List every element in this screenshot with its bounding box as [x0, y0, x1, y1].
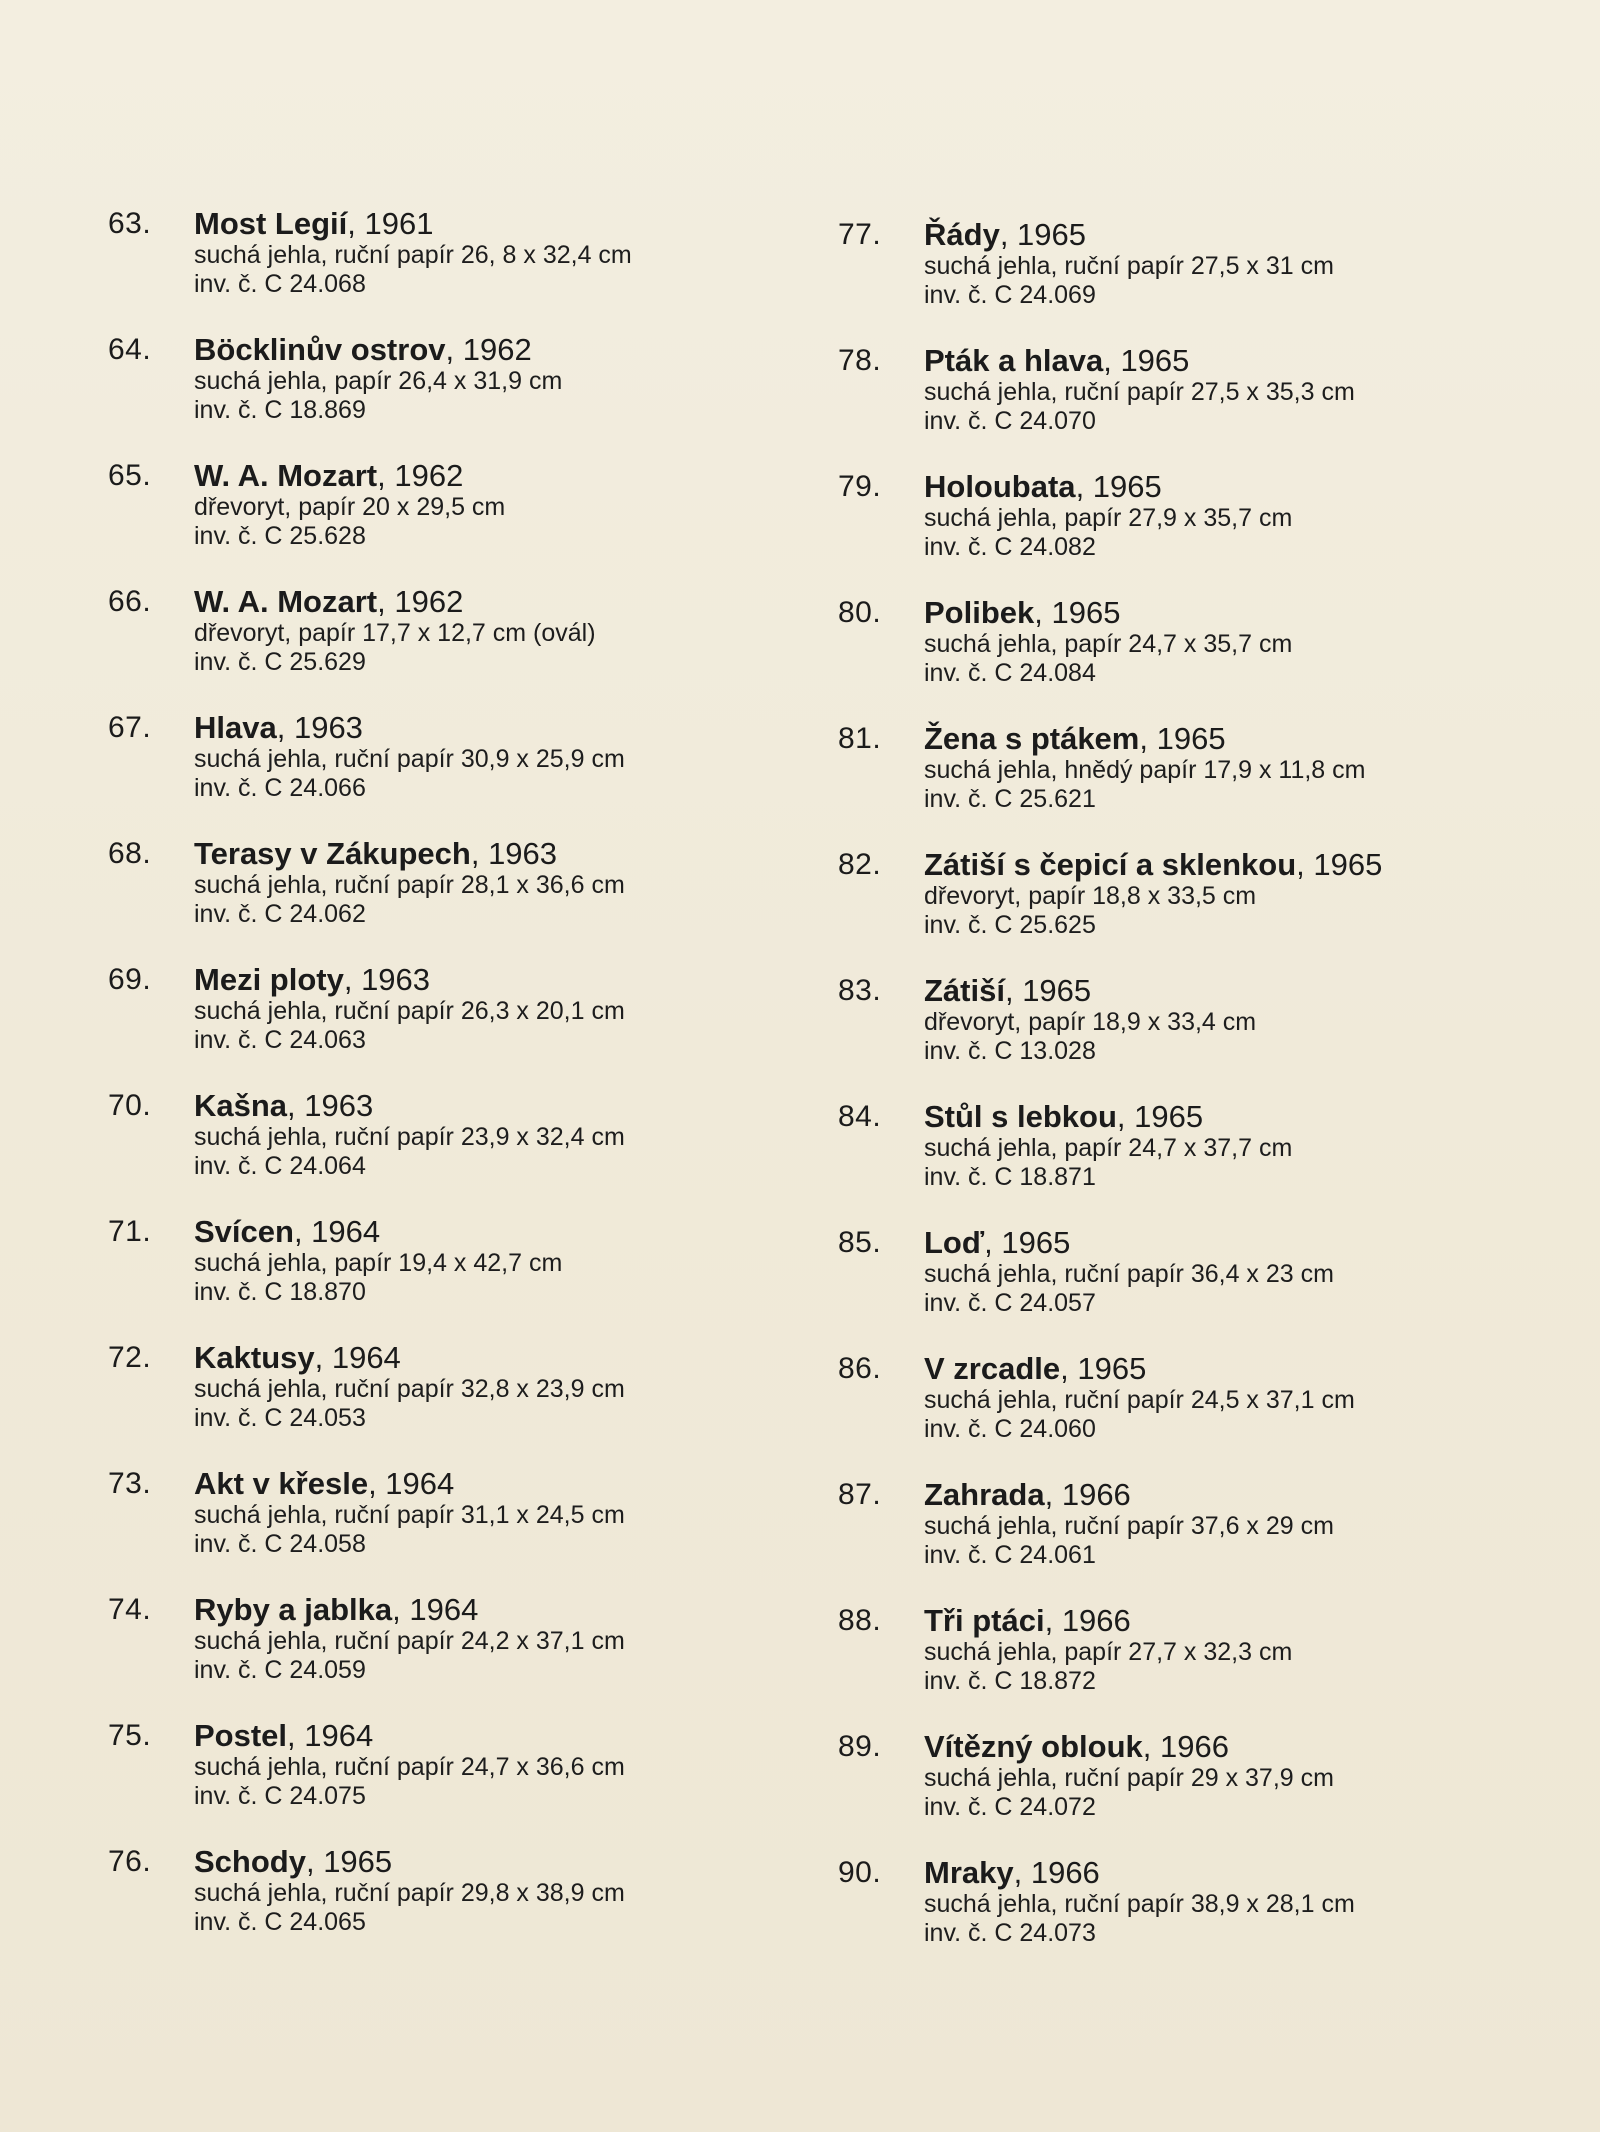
entry-number: 89.	[838, 1730, 882, 1763]
entry-title: Kašna	[194, 1088, 288, 1123]
entry-body	[194, 459, 754, 551]
entry-year: , 1963	[276, 710, 363, 745]
entry-title: Řády	[924, 217, 1000, 252]
entry-inventory-number: inv. č. C 13.028	[924, 1037, 1096, 1065]
entry-number: 80.	[838, 596, 882, 629]
entry-number: 77.	[838, 218, 882, 251]
entry-inventory-number: inv. č. C 24.082	[924, 533, 1096, 561]
entry-title: Vítězný oblouk	[924, 1729, 1143, 1764]
entry-body	[924, 1730, 1484, 1822]
entry-title: V zrcadle	[924, 1351, 1061, 1386]
entry-number: 64.	[108, 333, 152, 366]
entry-number: 72.	[108, 1341, 152, 1374]
entry-title: Mezi ploty	[194, 962, 344, 997]
entry-inventory-number: inv. č. C 25.628	[194, 522, 366, 550]
catalog-entry	[108, 1215, 748, 1325]
entry-title: Zátiší	[924, 973, 1005, 1008]
entry-title-line	[924, 1604, 1484, 1638]
entry-title-line	[194, 1719, 754, 1753]
entry-inventory-number: inv. č. C 24.062	[194, 900, 366, 928]
entry-title-line	[924, 1478, 1484, 1512]
entry-body	[194, 1089, 754, 1181]
entry-body	[924, 722, 1484, 814]
entry-inventory-number: inv. č. C 24.058	[194, 1530, 366, 1558]
entry-year: , 1965	[1296, 847, 1383, 882]
catalog-entry	[838, 470, 1478, 580]
entry-description: suchá jehla, papír 24,7 x 37,7 cm	[924, 1134, 1293, 1162]
entry-year: , 1963	[470, 836, 558, 871]
entry-number: 84.	[838, 1100, 882, 1133]
entry-inventory-number: inv. č. C 18.872	[924, 1667, 1096, 1695]
entry-year: , 1962	[377, 584, 464, 619]
entry-title: Žena s ptákem	[924, 721, 1140, 756]
entry-inventory-number: inv. č. C 24.084	[924, 659, 1096, 687]
entry-title: Most Legií	[194, 206, 348, 241]
catalog-entry	[108, 1467, 748, 1577]
entry-description: suchá jehla, ruční papír 29 x 37,9 cm	[924, 1764, 1334, 1792]
catalog-entry	[108, 1593, 748, 1703]
entry-description: dřevoryt, papír 18,8 x 33,5 cm	[924, 882, 1257, 910]
entry-title-line	[924, 1352, 1484, 1386]
entry-number: 88.	[838, 1604, 882, 1637]
entry-description: dřevoryt, papír 18,9 x 33,4 cm	[924, 1008, 1257, 1036]
entry-title: Kaktusy	[194, 1340, 315, 1375]
entry-inventory-number: inv. č. C 25.629	[194, 648, 366, 676]
entry-inventory-number: inv. č. C 24.065	[194, 1908, 366, 1936]
entry-body	[194, 1845, 754, 1937]
entry-title-line	[194, 711, 754, 745]
entry-title-line	[924, 848, 1484, 882]
entry-number: 66.	[108, 585, 152, 618]
entry-title-line	[194, 963, 754, 997]
entry-title: Mraky	[924, 1855, 1014, 1890]
entry-number: 65.	[108, 459, 152, 492]
entry-title-line	[194, 585, 754, 619]
entry-year: , 1965	[1116, 1099, 1204, 1134]
entry-description: suchá jehla, ruční papír 27,5 x 31 cm	[924, 252, 1334, 280]
entry-year: , 1965	[1103, 343, 1190, 378]
entry-title: Stůl s lebkou	[924, 1099, 1117, 1134]
entry-description: suchá jehla, ruční papír 29,8 x 38,9 cm	[194, 1879, 625, 1907]
entry-inventory-number: inv. č. C 24.063	[194, 1026, 366, 1054]
entry-description: suchá jehla, ruční papír 26,3 x 20,1 cm	[194, 997, 625, 1025]
entry-description: suchá jehla, papír 24,7 x 35,7 cm	[924, 630, 1293, 658]
entry-number: 81.	[838, 722, 882, 755]
entry-body	[194, 585, 754, 677]
entry-number: 73.	[108, 1467, 152, 1500]
entry-inventory-number: inv. č. C 25.625	[924, 911, 1096, 939]
entry-description: suchá jehla, papír 19,4 x 42,7 cm	[194, 1249, 563, 1277]
entry-year: , 1964	[293, 1214, 381, 1249]
entry-title: Loď	[924, 1225, 985, 1260]
entry-body	[924, 1226, 1484, 1318]
entry-title: Postel	[194, 1718, 288, 1753]
entry-year: , 1963	[343, 962, 431, 997]
entry-number: 74.	[108, 1593, 152, 1626]
entry-year: , 1966	[1013, 1855, 1100, 1890]
entry-description: suchá jehla, ruční papír 23,9 x 32,4 cm	[194, 1123, 625, 1151]
catalog-entry	[108, 1719, 748, 1829]
entry-description: suchá jehla, ruční papír 24,2 x 37,1 cm	[194, 1627, 625, 1655]
entry-description: suchá jehla, ruční papír 24,7 x 36,6 cm	[194, 1753, 625, 1781]
entry-number: 63.	[108, 207, 152, 240]
entry-number: 87.	[838, 1478, 882, 1511]
entry-number: 90.	[838, 1856, 882, 1889]
entry-body	[194, 1215, 754, 1307]
entry-inventory-number: inv. č. C 18.870	[194, 1278, 366, 1306]
entry-title-line	[924, 1856, 1484, 1890]
catalog-entry	[838, 848, 1478, 958]
entry-year: , 1965	[984, 1225, 1071, 1260]
entry-title-line	[194, 1845, 754, 1879]
entry-body	[194, 837, 754, 929]
catalog-entry	[108, 1845, 748, 1955]
entry-inventory-number: inv. č. C 24.073	[924, 1919, 1096, 1947]
entry-title: Pták a hlava	[924, 343, 1104, 378]
catalog-entry	[838, 722, 1478, 832]
entry-year: , 1964	[368, 1466, 455, 1501]
catalog-entry	[108, 1089, 748, 1199]
catalog-entry	[838, 218, 1478, 328]
entry-title-line	[194, 837, 754, 871]
entry-title-line	[194, 1467, 754, 1501]
entry-body	[924, 344, 1484, 436]
entry-title: W. A. Mozart	[194, 584, 378, 619]
entry-body	[194, 711, 754, 803]
entry-body	[924, 218, 1484, 310]
entry-year: , 1966	[1044, 1477, 1131, 1512]
entry-title: Svícen	[194, 1214, 294, 1249]
entry-description: dřevoryt, papír 20 x 29,5 cm	[194, 493, 506, 521]
entry-description: suchá jehla, hnědý papír 17,9 x 11,8 cm	[924, 756, 1366, 784]
entry-year: , 1965	[1034, 595, 1121, 630]
entry-body	[924, 470, 1484, 562]
entry-title: Terasy v Zákupech	[194, 836, 471, 871]
catalog-entry	[838, 1604, 1478, 1714]
entry-year: , 1965	[1060, 1351, 1147, 1386]
entry-body	[924, 1478, 1484, 1570]
entry-inventory-number: inv. č. C 24.072	[924, 1793, 1096, 1821]
entry-number: 75.	[108, 1719, 152, 1752]
entry-title: Hlava	[194, 710, 277, 745]
catalog-entry	[108, 585, 748, 695]
catalog-entry	[838, 1478, 1478, 1588]
entry-title-line	[194, 1593, 754, 1627]
entry-inventory-number: inv. č. C 18.871	[924, 1163, 1096, 1191]
catalog-entry	[108, 1341, 748, 1451]
entry-inventory-number: inv. č. C 25.621	[924, 785, 1096, 813]
entry-title: Ryby a jablka	[194, 1592, 393, 1627]
entry-title-line	[194, 207, 754, 241]
entry-year: , 1965	[999, 217, 1087, 252]
entry-title: W. A. Mozart	[194, 458, 378, 493]
entry-inventory-number: inv. č. C 24.061	[924, 1541, 1096, 1569]
entry-title: Zahrada	[924, 1477, 1045, 1512]
entry-inventory-number: inv. č. C 24.057	[924, 1289, 1096, 1317]
catalog-entry	[838, 1352, 1478, 1462]
entry-number: 68.	[108, 837, 152, 870]
entry-title: Böcklinův ostrov	[194, 332, 446, 367]
entry-description: suchá jehla, ruční papír 38,9 x 28,1 cm	[924, 1890, 1355, 1918]
entry-number: 82.	[838, 848, 882, 881]
entry-year: , 1964	[314, 1340, 401, 1375]
catalog-entry	[838, 1730, 1478, 1840]
entry-inventory-number: inv. č. C 24.060	[924, 1415, 1096, 1443]
entry-number: 86.	[838, 1352, 882, 1385]
entry-title-line	[924, 596, 1484, 630]
entry-year: , 1961	[347, 206, 434, 241]
entry-year: , 1965	[305, 1844, 393, 1879]
entry-title: Polibek	[924, 595, 1035, 630]
catalog-entry	[838, 1226, 1478, 1336]
entry-number: 85.	[838, 1226, 882, 1259]
entry-title: Schody	[194, 1844, 306, 1879]
entry-description: suchá jehla, ruční papír 32,8 x 23,9 cm	[194, 1375, 625, 1403]
entry-description: suchá jehla, ruční papír 30,9 x 25,9 cm	[194, 745, 625, 773]
catalog-entry	[108, 333, 748, 443]
entry-title-line	[924, 344, 1484, 378]
entry-number: 71.	[108, 1215, 152, 1248]
entry-title-line	[194, 1089, 754, 1123]
entry-number: 79.	[838, 470, 882, 503]
entry-number: 76.	[108, 1845, 152, 1878]
entry-body	[194, 963, 754, 1055]
entry-inventory-number: inv. č. C 24.075	[194, 1782, 366, 1810]
entry-title-line	[194, 1341, 754, 1375]
entry-number: 69.	[108, 963, 152, 996]
entry-body	[194, 333, 754, 425]
entry-title-line	[924, 722, 1484, 756]
entry-year: , 1966	[1044, 1603, 1131, 1638]
entry-inventory-number: inv. č. C 24.053	[194, 1404, 366, 1432]
entry-inventory-number: inv. č. C 24.064	[194, 1152, 366, 1180]
entry-year: , 1964	[392, 1592, 479, 1627]
entry-body	[924, 848, 1484, 940]
entry-inventory-number: inv. č. C 18.869	[194, 396, 366, 424]
catalog-entry	[838, 1856, 1478, 1966]
entry-description: suchá jehla, papír 27,9 x 35,7 cm	[924, 504, 1293, 532]
entry-year: , 1963	[287, 1088, 374, 1123]
entry-inventory-number: inv. č. C 24.066	[194, 774, 366, 802]
entry-inventory-number: inv. č. C 24.070	[924, 407, 1096, 435]
entry-title-line	[194, 459, 754, 493]
entry-body	[924, 596, 1484, 688]
entry-number: 83.	[838, 974, 882, 1007]
catalog-entry	[838, 974, 1478, 1084]
entry-title: Holoubata	[924, 469, 1076, 504]
entry-description: suchá jehla, ruční papír 28,1 x 36,6 cm	[194, 871, 625, 899]
entry-body	[194, 1719, 754, 1811]
catalog-entry	[108, 963, 748, 1073]
entry-inventory-number: inv. č. C 24.069	[924, 281, 1096, 309]
entry-body	[924, 1352, 1484, 1444]
entry-description: suchá jehla, ruční papír 26, 8 x 32,4 cm	[194, 241, 632, 269]
entry-body	[194, 207, 754, 299]
entry-description: suchá jehla, papír 26,4 x 31,9 cm	[194, 367, 563, 395]
entry-title-line	[924, 470, 1484, 504]
entry-description: suchá jehla, ruční papír 36,4 x 23 cm	[924, 1260, 1334, 1288]
entry-year: , 1962	[377, 458, 464, 493]
entry-year: , 1964	[287, 1718, 374, 1753]
catalog-entry	[838, 344, 1478, 454]
entry-number: 70.	[108, 1089, 152, 1122]
catalog-entry	[108, 459, 748, 569]
entry-body	[924, 974, 1484, 1066]
catalog-entry	[838, 596, 1478, 706]
entry-inventory-number: inv. č. C 24.059	[194, 1656, 366, 1684]
catalog-entry	[108, 837, 748, 947]
entry-title-line	[924, 1226, 1484, 1260]
entry-title-line	[924, 1730, 1484, 1764]
entry-body	[194, 1341, 754, 1433]
entry-title: Tři ptáci	[924, 1603, 1045, 1638]
entry-title-line	[924, 1100, 1484, 1134]
catalog-entry	[108, 711, 748, 821]
catalog-entry	[838, 1100, 1478, 1210]
entry-title-line	[924, 974, 1484, 1008]
entry-number: 78.	[838, 344, 882, 377]
entry-number: 67.	[108, 711, 152, 744]
entry-description: suchá jehla, ruční papír 27,5 x 35,3 cm	[924, 378, 1355, 406]
catalog-entry	[108, 207, 748, 317]
entry-body	[924, 1604, 1484, 1696]
entry-year: , 1962	[445, 332, 532, 367]
entry-description: suchá jehla, ruční papír 31,1 x 24,5 cm	[194, 1501, 625, 1529]
entry-title-line	[924, 218, 1484, 252]
entry-year: , 1965	[1139, 721, 1226, 756]
entry-body	[924, 1856, 1484, 1948]
entry-year: , 1965	[1075, 469, 1162, 504]
entry-description: suchá jehla, papír 27,7 x 32,3 cm	[924, 1638, 1293, 1666]
entry-body	[194, 1593, 754, 1685]
entry-title: Akt v křesle	[194, 1466, 369, 1501]
entry-title: Zátiší s čepicí a sklenkou	[924, 847, 1297, 882]
entry-description: dřevoryt, papír 17,7 x 12,7 cm (ovál)	[194, 619, 596, 647]
entry-title-line	[194, 333, 754, 367]
entry-inventory-number: inv. č. C 24.068	[194, 270, 366, 298]
entry-description: suchá jehla, ruční papír 24,5 x 37,1 cm	[924, 1386, 1355, 1414]
entry-year: , 1965	[1004, 973, 1092, 1008]
entry-body	[924, 1100, 1484, 1192]
entry-year: , 1966	[1142, 1729, 1229, 1764]
entry-body	[194, 1467, 754, 1559]
entry-description: suchá jehla, ruční papír 37,6 x 29 cm	[924, 1512, 1334, 1540]
entry-title-line	[194, 1215, 754, 1249]
